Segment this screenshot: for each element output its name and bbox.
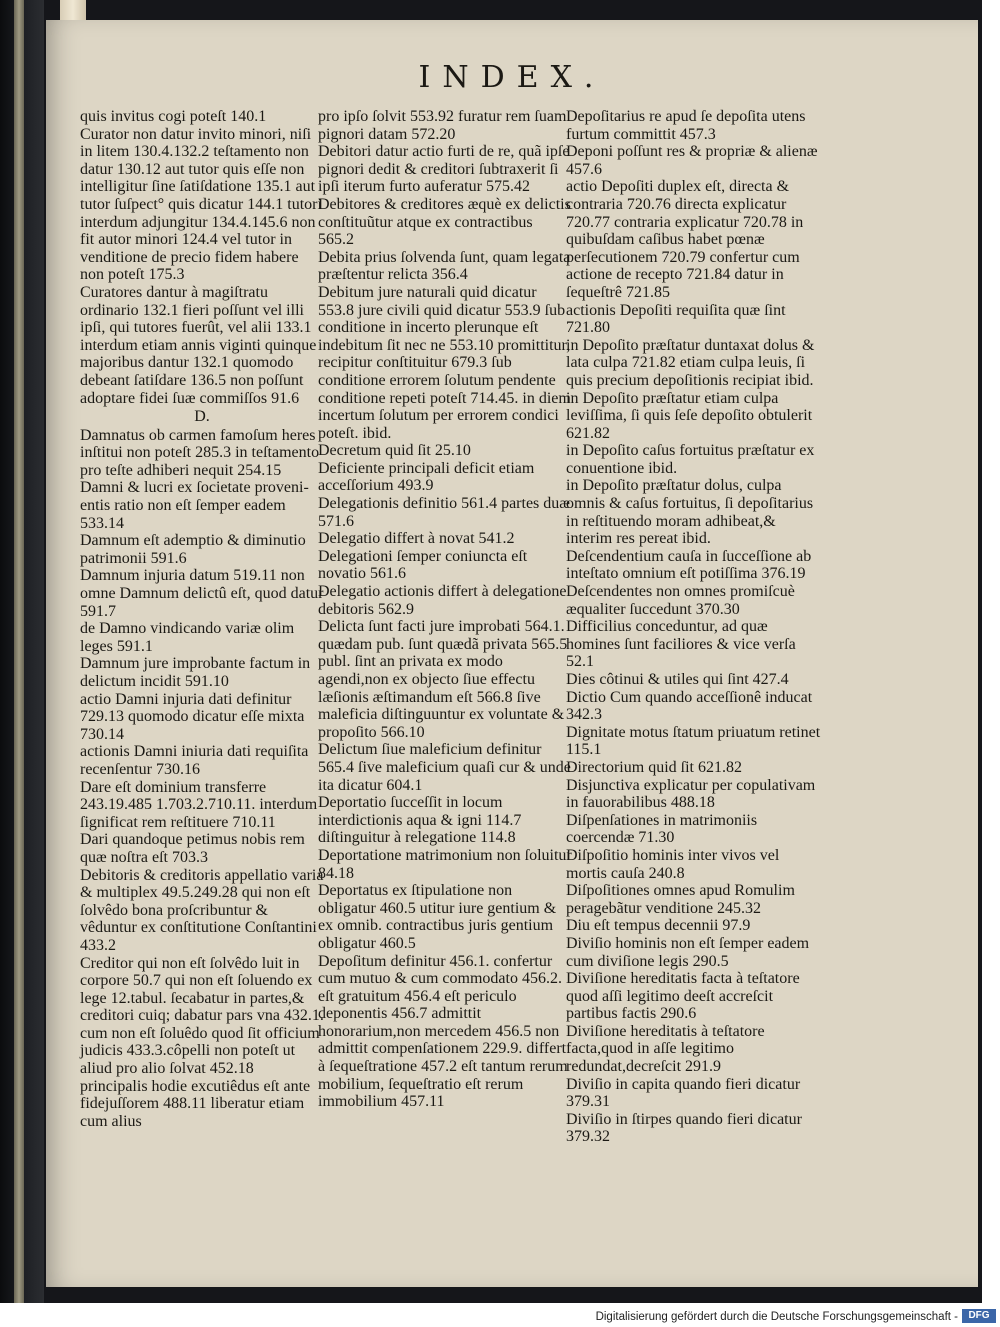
- index-entry: Deponi poſſunt res & propriæ & alienæ 457.6: [566, 143, 818, 178]
- index-entry: in Depoſito caſus fortuitus præſtatur ex conuentione ibid.: [566, 442, 815, 477]
- index-entry: Diſpoſitio hominis inter vivos vel mortis cauſa 240.8: [566, 846, 780, 882]
- index-entry: Debitoris & creditoris appellatio varia & multiplex 49.5.249.28 qui non eſt ſolvêdo bona proſcribuntur & vêduntur ex conſtitutione Conſtantini 433.2: [80, 866, 324, 954]
- index-entry: Creditor qui non eſt ſolvêdo luit in corpore 50.7 qui non eſt ſoluendo ex lege 12.tabul. ſecabatur in partes,& creditori cuiq; dabatur pars vna 432.1. cum non eſt ſoluêdo quod ſit officium judicis 433.3.côpelli non poteſt ut aliud pro alio ſolvat 452.18 principalis hodie excutiêdus eſt ante fidejuſſorem 488.11 liberatur etiam cum alius: [80, 954, 324, 1130]
- index-entry: Diviſio in capita quando fieri dicatur 379.31: [566, 1075, 801, 1111]
- index-entry: Damnum injuria datum 519.11 non omne Damnum delictû eſt, quod datur 591.7: [80, 567, 324, 620]
- index-entry: quis invitus cogi poteſt 140.1: [80, 108, 267, 125]
- index-entry: Debitori datur actio furti de re, quã ipſe pignori dedit & creditori ſubtraxerit ſi ipſi iterum furto auferatur 575.42: [318, 143, 570, 196]
- index-entry: in Depoſito præſtatur dolus, culpa omnis & caſus fortuitus, ſi depoſitarius in reſtituendo moram adhibeat,& interim res pereat ibid.: [566, 477, 814, 548]
- index-entry: pro ipſo ſolvit 553.92 furatur rem ſuam pignori datam 572.20: [318, 108, 567, 143]
- page-heading: INDEX.: [418, 60, 606, 95]
- binding-strip: [14, 0, 24, 1303]
- dfg-logo: DFG: [962, 1309, 996, 1323]
- index-entry: Dictio Cum quando acceſſionê inducat 342.3: [566, 688, 813, 724]
- index-entry: Depoſitum definitur 456.1. confertur cum mutuo & cum commodato 456.2. eſt gratuitum 456.4 eſt periculo deponentis 456.7 admittit honorarium,non mercedem 456.5 non admittit compenſationem 229.9. differt à ſequeſtratione 457.2 eſt tantum rerum mobilium, ſequeſtratio eſt rerum immobilium 457.11: [318, 952, 568, 1111]
- index-entry: Damni & lucri ex ſocietate proveni-entis ratio non eſt ſemper eadem 533.14: [80, 479, 309, 532]
- index-entry: Diſpenſationes in matrimoniis coercendæ 71.30: [566, 811, 758, 847]
- index-entry: actio Depoſiti duplex eſt, directa & contraria 720.76 directa explicatur 720.77 contraria explicatur 720.78 in quibuſdam caſibus habet pœnæ perſecutionem 720.79 confertur cum actione de recepto 721.84 datur in ſequeſtrê 721.85: [566, 178, 804, 301]
- index-column-3: [566, 108, 822, 1146]
- index-entry: Deportatus ex ſtipulatione non obligatur 460.5 utitur iure gentium & ex omnib. contractibus juris gentium obligatur 460.5: [318, 882, 557, 952]
- index-entry: Damnatus ob carmen famoſum heres inſtitui non poteſt 285.3 in teſtamento pro teſte adhiberi nequit 254.15: [80, 426, 320, 479]
- book-page: [46, 20, 978, 1287]
- index-entry: actionis Depoſiti requiſita quæ ſint 721.80: [566, 301, 786, 337]
- index-entry: Dari quandoque petimus nobis rem quæ noſtra eſt 703.3: [80, 831, 305, 866]
- index-entry: Diſpoſitiones omnes apud Romulim peragebãtur venditione 245.32: [566, 882, 795, 917]
- index-entry: Deſcendentes non omnes promiſcuè æqualiter ſuccedunt 370.30: [566, 583, 795, 618]
- section-letter: D.: [194, 408, 210, 426]
- index-entry: Diu eſt tempus decennii 97.9: [566, 917, 751, 935]
- index-entry: Diviſio hominis non eſt ſemper eadem cum diviſione legis 290.5: [566, 934, 810, 970]
- index-entry: Depoſitarius re apud ſe depoſita utens furtum committit 457.3: [566, 108, 806, 143]
- spine-tab: [60, 0, 86, 22]
- index-entry: Deportatione matrimonium non ſoluitur 84.18: [318, 846, 572, 882]
- index-entry: Debitum jure naturali quid dicatur 553.8 jure civili quid dicatur 553.9 ſub conditione in incerto plerunque eſt indebitum ſit nec ne 553.10 promittitur, recipitur conſtituitur 679.3 ſub conditione errorem ſolutum pendente conditione repeti poteſt 714.45. in diem incertum ſolutum per errorem condici poteſt. ibid.: [318, 283, 571, 442]
- index-entry: Disjunctiva explicatur per copulativam in fauorabilibus 488.18: [566, 776, 816, 812]
- index-entry: in Depoſito præſtatur duntaxat dolus & lata culpa 721.82 etiam culpa leuis, ſi quis precium depoſitionis recipiat ibid.: [566, 336, 815, 389]
- index-entry: Delicta ſunt facti jure improbati 564.1. quædam pub. ſunt quædã privata 565.5 publ. ſint an privata ex modo agendi,non ex objecto ſiue effectu læſionis æſtimandum eſt 566.8 ſive maleficia diſtinguuntur ex voluntate & propoſito 566.10: [318, 618, 568, 741]
- index-entry: Delegationi ſemper coniuncta eſt novatio 561.6: [318, 547, 528, 583]
- index-entry: Diviſione hereditatis à teſtatore facta,quod in aſſe legitimo redundat,decreſcit 291.9: [566, 1022, 765, 1076]
- index-column-1: [80, 108, 324, 1130]
- index-entry: Curatores dantur à magiſtratu ordinario 132.1 fieri poſſunt vel illi ipſi, qui tutores fuerût, vel alii 133.1 interdum etiam annis viginti quinque majoribus dantur 132.1 quomodo debeant ſatiſdare 136.5 non poſſunt adoptare fidei ſuæ commiſſos 91.6: [80, 283, 317, 407]
- index-entry: Debitores & creditores æquè ex delictis conſtituũtur atque ex contractibus 565.2: [318, 195, 571, 249]
- index-entry: Deſcendentium cauſa in ſucceſſione ab inteſtato omnium eſt potiſſima 376.19: [566, 547, 812, 583]
- index-entry: Debita prius ſolvenda ſunt, quam legata præſtentur relicta 356.4: [318, 248, 571, 284]
- index-column-2: [318, 108, 572, 1111]
- index-entry: Diviſione hereditatis facta à teſtatore quod aſſi legitimo deeſt accreſcit partibus factis 290.6: [566, 970, 800, 1023]
- footer-credit: Digitalisierung gefördert durch die Deutsche Forschungsgemeinschaft -: [595, 1311, 958, 1323]
- index-entry: Difficilius conceduntur, ad quæ homines ſunt faciliores & vice verſa 52.1: [566, 618, 796, 671]
- index-entry: Deficiente principali deficit etiam acceſſorium 493.9: [318, 459, 535, 495]
- index-entry: Dies côtinui & utiles qui ſint 427.4: [566, 671, 789, 688]
- index-entry: Curator non datur invito minori, niſi in litem 130.4.132.2 teſtamento non datur 130.12 aut tutor quis eſſe non intelligitur ſine ſatiſdatione 135.1 aut tutor ſuſpect° quis dicatur 144.1 tutori interdum adjungitur 134.4.145.6 non fit autor minori 124.4 vel tutor in venditione de precio fidem habere non poteſt 175.3: [80, 125, 322, 284]
- index-entry: Directorium quid ſit 621.82: [566, 758, 742, 776]
- index-entry: Delegatio differt à novat 541.2: [318, 530, 515, 548]
- index-entry: Delictum ſiue maleficium definitur 565.4 ſive maleficium quaſi cur & unde ita dicatur 604.1: [318, 741, 571, 794]
- index-entry: actionis Damni iniuria dati requiſita recenſentur 730.16: [80, 743, 309, 778]
- index-entry: Delegationis definitio 561.4 partes duæ 571.6: [318, 495, 570, 530]
- index-entry: Decretum quid ſit 25.10: [318, 442, 471, 460]
- index-entry: Damnum eſt ademptio & diminutio patrimonii 591.6: [80, 532, 306, 567]
- index-entry: Delegatio actionis differt à delegatione debitoris 562.9: [318, 583, 567, 618]
- index-entry: de Damno vindicando variæ olim leges 591.1: [80, 620, 295, 655]
- index-entry: Diviſio in ſtirpes quando fieri dicatur 379.32: [566, 1110, 802, 1146]
- index-entry: actio Damni injuria dati definitur 729.13 quomodo dicatur eſſe mixta 730.14: [80, 690, 305, 743]
- index-entry: Damnum jure improbante factum in delictum incidit 591.10: [80, 655, 311, 690]
- index-entry: Deportatio ſucceſſit in locum interdictionis aqua & igni 114.7 diſtinguitur à relegatione 114.8: [318, 794, 522, 847]
- index-entry: in Depoſito præſtatur etiam culpa leviſſima, ſi quis ſeſe depoſito obtulerit 621.82: [566, 389, 813, 442]
- index-entry: Dignitate motus ſtatum priuatum retinet 115.1: [566, 723, 821, 759]
- index-entry: Dare eſt dominium transferre 243.19.485 1.703.2.710.11. interdum ſignificat rem reſtituere 710.11: [80, 778, 318, 831]
